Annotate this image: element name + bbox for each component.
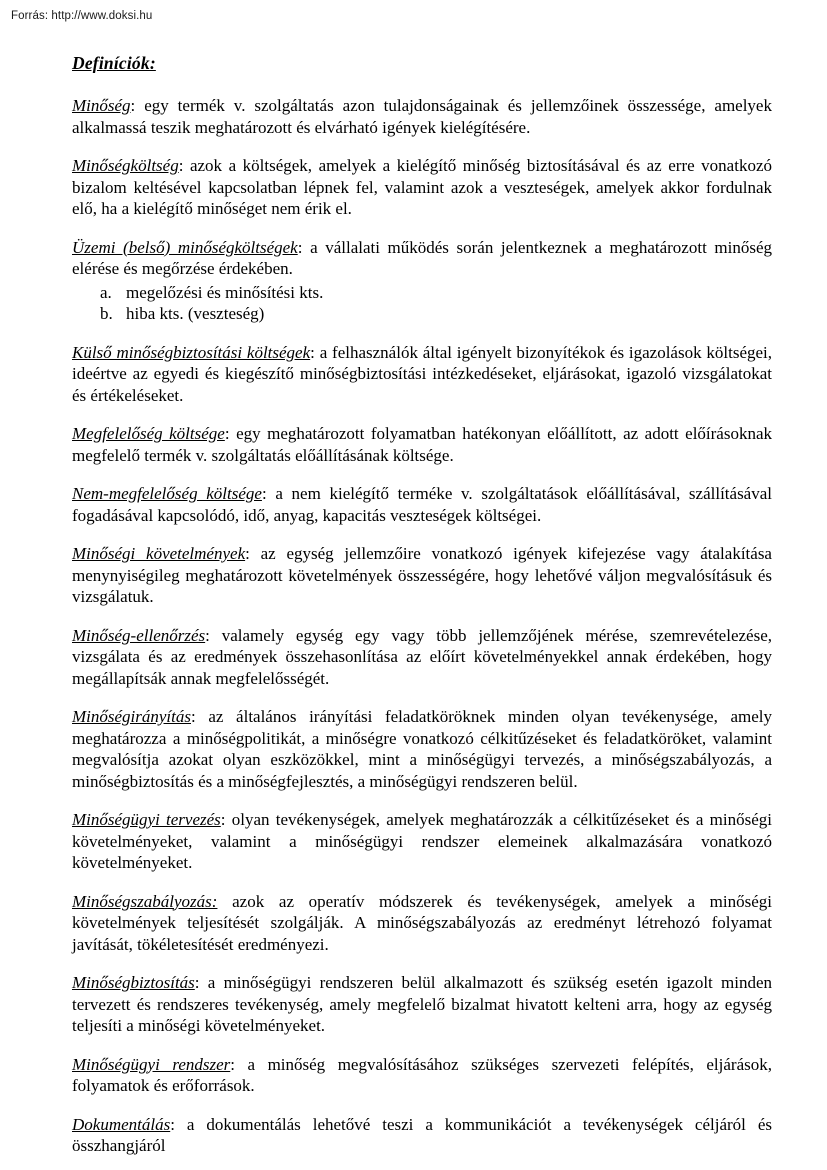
page-title: Definíciók:: [72, 53, 156, 73]
definition-term: Minőségbiztosítás: [72, 973, 195, 992]
definition-term: Minőségirányítás: [72, 707, 191, 726]
definition-body: azok az operatív módszerek és tevékenységek, amelyek a minőségi követelmények teljesítését szolgálják. A minőségszabályozás az eredményt létrehozó folyamat javítását, tökéletesítését eredményezi.: [72, 891, 773, 954]
definition-separator: :: [220, 810, 232, 829]
definition-separator: [217, 892, 232, 911]
definition-body: egy termék v. szolgáltatás azon tulajdonságainak és jellemzőinek összessége, amelyek alkalmassá teszik meghatározott és elvárható igények kielégítésére.: [72, 96, 772, 137]
definition-separator: :: [230, 1054, 248, 1074]
definition-entry: [72, 1114, 772, 1157]
source-watermark: Forrás: http://www.doksi.hu: [11, 10, 153, 22]
list-item-label: megelőzési és minősítési kts.: [126, 282, 324, 302]
definition-term: Minőség-ellenőrzés: [72, 625, 206, 645]
definition-separator: :: [245, 544, 261, 563]
definition-entry: [72, 155, 772, 220]
list-item: [72, 303, 772, 325]
definition-body: a dokumentálás lehetővé teszi a kommunikációt a tevékenységek céljáról és összhangjáról: [72, 1114, 772, 1155]
definition-term: Minőségszabályozás:: [72, 891, 218, 911]
internal-quality-cost-list: [72, 282, 772, 325]
definition-entry: [72, 809, 772, 874]
definition-term: Minőségügyi tervezés: [72, 810, 221, 829]
definition-term: Külső minőségbiztosítási költségek: [72, 342, 311, 362]
definition-entry: [72, 423, 772, 466]
definition-entry: [72, 95, 772, 138]
definition-term: Nem-megfelelőség költsége: [72, 484, 262, 503]
definition-entry: [72, 342, 772, 407]
definition-entry: [72, 625, 772, 690]
definition-separator: :: [310, 342, 320, 362]
list-item: [72, 282, 772, 304]
definition-separator: :: [194, 973, 208, 992]
definition-body: azok a költségek, amelyek a kielégítő minőség biztosításával és az erre vonatkozó bizalom keltésével kapcsolatban lépnek fel, valamint azok a veszteségek, amelyek akkor fordulnak elő, ha a kielégítő minőséget nem érik el.: [72, 156, 772, 218]
definition-separator: :: [191, 707, 209, 726]
definition-separator: :: [261, 484, 276, 503]
definition-separator: :: [205, 625, 222, 645]
definition-body: olyan tevékenységek, amelyek meghatározzák a célkitűzéseket és a minőségi követelményeket, valamint a minőségügyi rendszer elemeinek alkalmazására vonatkozó követelményeket.: [72, 810, 772, 872]
definition-entry: [72, 706, 772, 792]
definition-term: Minőségügyi rendszer: [72, 1054, 231, 1074]
definition-entry: [72, 483, 772, 526]
definition-term: Dokumentálás: [72, 1114, 171, 1134]
list-marker: a.: [100, 282, 112, 302]
definition-separator: :: [297, 237, 311, 257]
definition-term: Minőségköltség: [72, 156, 179, 175]
definition-separator: :: [224, 424, 237, 443]
definition-entry: [72, 1054, 772, 1097]
definition-entry: [72, 891, 772, 956]
definition-term: Minőség: [72, 96, 131, 115]
definition-separator: :: [130, 96, 145, 115]
definition-body: a vállalati működés során jelentkeznek a meghatározott minőség elérése és megőrzése érdekében.: [72, 237, 772, 278]
definition-body: az egység jellemzőire vonatkozó igények kifejezése vagy átalakítása menynyiségileg meghatározott követelmények összességére, hogy lehetővé váljon megvalósításuk és vizsgálatuk.: [72, 544, 772, 606]
definition-body: valamely egység egy vagy több jellemzőjének mérése, szemrevételezése, vizsgálata és az eredmények összehasonlítása az előírt követelményekkel annak érdekében, hogy megállapítsák annak megfelelősségét.: [72, 625, 772, 688]
definition-body: a minőségügyi rendszeren belül alkalmazott és szükség esetén igazolt minden tervezett és rendszeres tevékenység, amely megfelelő bizalmat hivatott kelteni arra, hogy az egység teljesíti a minőségi követelményeket.: [72, 973, 772, 1035]
list-marker: b.: [100, 304, 113, 323]
definition-body: a minőség megvalósításához szükséges szervezeti felépítés, eljárások, folyamatok és erőforrások.: [72, 1054, 772, 1095]
definition-term: Megfelelőség költsége: [72, 424, 225, 443]
definition-body: a nem kielégítő terméke v. szolgáltatások előállításával, szállításával fogadásával kapcsolódó, idő, anyag, kapacitás veszteségek költségei.: [72, 484, 772, 525]
definition-entry: [72, 237, 772, 280]
definition-term: Üzemi (belső) minőségköltségek: [72, 237, 298, 257]
definition-entry: [72, 543, 772, 608]
document-body: [72, 52, 772, 1157]
definition-separator: :: [178, 156, 190, 175]
definition-body: egy meghatározott folyamatban hatékonyan előállított, az adott előírásoknak megfelelő termék v. szolgáltatás előállításának költsége.: [72, 424, 773, 465]
definition-term: Minőségi követelmények: [72, 544, 246, 563]
definition-body: az általános irányítási feladatköröknek minden olyan tevékenysége, amely meghatározza a minőségpolitikát, a minőségre vonatkozó célkitűzéseket és feladatköröket, valamint megvalósítja azokat olyan eszközökkel, mint a minőségügyi tervezés, a minőségszabályozás, a minőségbiztosítás és a minőségfejlesztés, a minőségügyi rendszeren belül.: [72, 707, 772, 791]
definition-body: a felhasználók által igényelt bizonyítékok és igazolások költségei, ideértve az egyedi és kiegészítő minőségbiztosítási intézkedéseket, eljárásokat, igazoló vizsgálatokat és értékeléseket.: [72, 342, 773, 405]
definition-entry: [72, 972, 772, 1037]
list-item-label: hiba kts. (veszteség): [126, 304, 265, 323]
definition-separator: :: [170, 1114, 187, 1134]
